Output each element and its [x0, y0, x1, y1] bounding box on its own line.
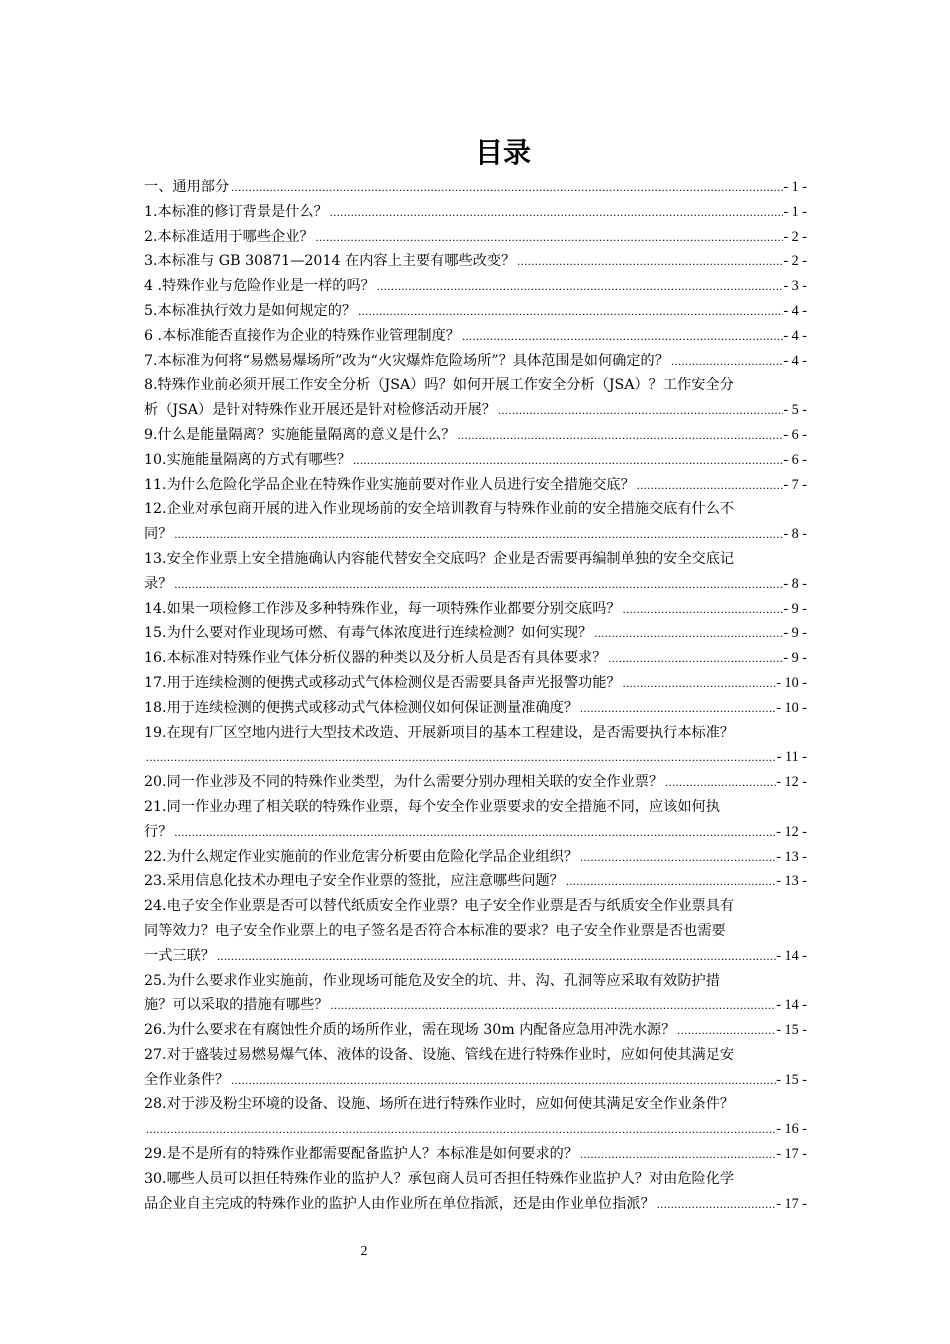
toc-entry-text: 17.用于连续检测的便携式或移动式气体检测仪是否需要具备声光报警功能？ — [144, 674, 621, 691]
toc-entry-text: 22.为什么规定作业实施前的作业危害分析要由危险化学品企业组织？ — [144, 848, 579, 865]
toc-entry-text: 28.对于涉及粉尘环境的设备、设施、场所在进行特殊作业时，应如何使其满足安全作业条件？ — [144, 1096, 735, 1113]
toc-entry-page: - 14 - — [776, 997, 807, 1014]
toc-leader-dots — [580, 1142, 776, 1167]
toc-entry-page: - 17 - — [776, 1195, 807, 1212]
toc-leader-dots — [623, 671, 777, 696]
table-of-contents — [144, 175, 807, 1216]
toc-leader-dots — [457, 423, 783, 448]
toc-entry[interactable] — [144, 869, 807, 894]
toc-entry[interactable] — [144, 696, 807, 721]
toc-entry-page: - 6 - — [783, 426, 807, 443]
toc-entry-page: - 9 - — [783, 650, 807, 667]
toc-entry-text: 2.本标准适用于哪些企业？ — [144, 228, 314, 245]
toc-leader-dots — [316, 225, 784, 250]
toc-entry[interactable] — [144, 795, 807, 820]
toc-entry-text: 录？ — [144, 575, 173, 592]
toc-entry-text: 品企业自主完成的特殊作业的监护人由作业所在单位指派，还是由作业单位指派？ — [144, 1195, 655, 1212]
toc-entry-page: - 14 - — [776, 947, 807, 964]
toc-entry-text: 13.安全作业票上安全措施确认内容能代替安全交底吗？企业是否需要再编制单独的安全交底记 — [144, 550, 735, 567]
toc-entry-text: 11.为什么危险化学品企业在特殊作业实施前要对作业人员进行安全措施交底？ — [144, 476, 635, 493]
toc-leader-dots — [498, 398, 783, 423]
toc-entry[interactable] — [144, 1142, 807, 1167]
toc-entry-text: 23.采用信息化技术办理电子安全作业票的签批，应注意哪些问题？ — [144, 873, 564, 890]
toc-entry-text: 7.本标准为何将“易燃易爆场所”改为“火灾爆炸危险场所”？具体范围是如何确定的？ — [144, 352, 669, 369]
toc-leader-dots — [377, 274, 783, 299]
toc-leader-dots — [623, 597, 784, 622]
toc-leader-dots — [231, 175, 783, 200]
toc-entry-text: 3.本标准与 GB 30871—2014 在内容上主要有哪些改变？ — [144, 253, 516, 270]
toc-leader-dots — [671, 349, 783, 374]
toc-entry[interactable] — [144, 200, 807, 225]
toc-entry-text: 27.对于盛装过易燃易爆气体、液体的设备、设施、管线在进行特殊作业时，应如何使其满足安 — [144, 1046, 735, 1063]
toc-entry[interactable] — [144, 497, 807, 522]
toc-entry-page: - 7 - — [783, 476, 807, 493]
toc-leader-dots — [330, 200, 784, 225]
toc-entry[interactable] — [144, 621, 807, 646]
toc-entry-page: - 8 - — [783, 526, 807, 543]
toc-entry[interactable] — [144, 770, 807, 795]
toc-entry[interactable] — [144, 1043, 807, 1068]
toc-entry[interactable] — [144, 1117, 807, 1142]
toc-entry[interactable] — [144, 547, 807, 572]
toc-entry[interactable] — [144, 745, 807, 770]
toc-entry-text: 14.如果一项检修工作涉及多种特殊作业，每一项特殊作业都要分别交底吗？ — [144, 600, 621, 617]
toc-entry-page: - 10 - — [776, 699, 807, 716]
toc-entry-page: - 4 - — [783, 302, 807, 319]
toc-title: 目录 — [474, 136, 531, 169]
toc-entry[interactable] — [144, 1192, 807, 1217]
toc-entry-page: - 9 - — [783, 600, 807, 617]
toc-entry-page: - 2 - — [783, 228, 807, 245]
toc-entry-text: 24.电子安全作业票是否可以替代纸质安全作业票？电子安全作业票是否与纸质安全作业票具有 — [144, 898, 735, 915]
toc-leader-dots — [608, 646, 783, 671]
toc-leader-dots — [580, 845, 776, 870]
toc-entry-page: - 4 - — [783, 352, 807, 369]
toc-entry-text: 同？ — [144, 526, 173, 543]
toc-entry[interactable] — [144, 993, 807, 1018]
toc-entry-page: - 10 - — [776, 674, 807, 691]
toc-leader-dots — [146, 745, 777, 770]
toc-leader-dots — [174, 820, 776, 845]
toc-entry[interactable] — [144, 646, 807, 671]
page-number: 2 — [360, 1244, 368, 1259]
toc-entry-text: 8.特殊作业前必须开展工作安全分析（JSA）吗？如何开展工作安全分析（JSA）？工作安全分 — [144, 377, 734, 394]
toc-entry[interactable] — [144, 820, 807, 845]
toc-entry-text: 4 .特殊作业与危险作业是一样的吗？ — [144, 278, 375, 295]
toc-entry-text: 全作业条件？ — [144, 1071, 230, 1088]
toc-entry[interactable] — [144, 597, 807, 622]
toc-leader-dots — [217, 944, 776, 969]
toc-entry-page: - 13 - — [776, 848, 807, 865]
toc-entry-text: 同等效力？电子安全作业票上的电子签名是否符合本标准的要求？电子安全作业票是否也需要 — [144, 922, 726, 939]
toc-entry[interactable] — [144, 249, 807, 274]
toc-leader-dots — [330, 993, 776, 1018]
toc-entry-page: - 11 - — [776, 749, 807, 766]
toc-entry-text: 施？可以采取的措施有哪些？ — [144, 997, 329, 1014]
toc-entry-text: 12.企业对承包商开展的进入作业现场前的安全培训教育与特殊作业前的安全措施交底有什么不 — [144, 501, 735, 518]
toc-entry-page: - 3 - — [783, 278, 807, 295]
toc-entry[interactable] — [144, 423, 807, 448]
toc-entry-page: - 5 - — [783, 402, 807, 419]
toc-entry-page: - 2 - — [783, 253, 807, 270]
toc-entry-text: 1.本标准的修订背景是什么？ — [144, 203, 328, 220]
toc-leader-dots — [580, 696, 776, 721]
toc-entry[interactable] — [144, 969, 807, 994]
toc-entry-text: 30.哪些人员可以担任特殊作业的监护人？承包商人员可否担任特殊作业监护人？对由危险化学 — [144, 1170, 735, 1187]
toc-leader-dots — [677, 1018, 776, 1043]
toc-leader-dots — [174, 522, 783, 547]
toc-entry-text: 16.本标准对特殊作业气体分析仪器的种类以及分析人员是否有具体要求？ — [144, 650, 607, 667]
toc-entry[interactable] — [144, 225, 807, 250]
toc-entry[interactable] — [144, 1018, 807, 1043]
toc-entry-text: 5.本标准执行效力是如何规定的？ — [144, 302, 357, 319]
toc-entry[interactable] — [144, 398, 807, 423]
toc-leader-dots — [665, 770, 776, 795]
toc-leader-dots — [358, 299, 783, 324]
toc-entry[interactable] — [144, 1167, 807, 1192]
toc-entry[interactable] — [144, 373, 807, 398]
toc-entry-page: - 12 - — [776, 774, 807, 791]
toc-entry-text: 26.为什么要求在有腐蚀性介质的场所作业，需在现场 30m 内配备应急用冲洗水源？ — [144, 1022, 676, 1039]
toc-entry-text: 行？ — [144, 823, 173, 840]
toc-entry-page: - 16 - — [776, 1121, 807, 1138]
toc-entry[interactable] — [144, 175, 807, 200]
toc-entry-text: 20.同一作业涉及不同的特殊作业类型，为什么需要分别办理相关联的安全作业票？ — [144, 774, 664, 791]
toc-entry[interactable] — [144, 572, 807, 597]
toc-entry-text: 18.用于连续检测的便携式或移动式气体检测仪如何保证测量准确度？ — [144, 699, 579, 716]
toc-entry[interactable] — [144, 845, 807, 870]
toc-entry[interactable] — [144, 274, 807, 299]
toc-leader-dots — [517, 249, 783, 274]
toc-entry-page: - 13 - — [776, 873, 807, 890]
toc-entry[interactable] — [144, 522, 807, 547]
toc-entry-text: 析（JSA）是针对特殊作业开展还是针对检修活动开展？ — [144, 402, 496, 419]
toc-entry[interactable] — [144, 448, 807, 473]
toc-entry-text: 29.是不是所有的特殊作业都需要配备监护人？本标准是如何要求的？ — [144, 1146, 579, 1163]
toc-entry-text: 10.实施能量隔离的方式有哪些？ — [144, 451, 352, 468]
toc-entry-page: - 6 - — [783, 451, 807, 468]
toc-entry[interactable] — [144, 299, 807, 324]
toc-entry[interactable] — [144, 324, 807, 349]
toc-entry[interactable] — [144, 1092, 807, 1117]
toc-entry-page: - 1 - — [783, 203, 807, 220]
toc-entry[interactable] — [144, 721, 807, 746]
toc-leader-dots — [174, 572, 783, 597]
toc-entry-page: - 8 - — [783, 575, 807, 592]
toc-entry-page: - 15 - — [776, 1022, 807, 1039]
toc-leader-dots — [657, 1192, 777, 1217]
toc-entry-text: 21.同一作业办理了相关联的特殊作业票，每个安全作业票要求的安全措施不同，应该如何执 — [144, 798, 720, 815]
toc-entry-page: - 9 - — [783, 625, 807, 642]
toc-entry[interactable] — [144, 944, 807, 969]
toc-entry-text: 15.为什么要对作业现场可燃、有毒气体浓度进行连续检测？如何实现？ — [144, 625, 593, 642]
toc-entry-page: - 4 - — [783, 327, 807, 344]
toc-leader-dots — [566, 869, 776, 894]
toc-entry-page: - 12 - — [776, 823, 807, 840]
toc-entry[interactable] — [144, 1068, 807, 1093]
toc-entry-text: 19.在现有厂区空地内进行大型技术改造、开展新项目的基本工程建设，是否需要执行本标准？ — [144, 724, 735, 741]
toc-entry-page: - 1 - — [783, 179, 807, 195]
toc-leader-dots — [594, 621, 783, 646]
toc-entry-text: 一、通用部分 — [144, 179, 230, 195]
toc-entry-text: 25.为什么要求作业实施前，作业现场可能危及安全的坑、井、沟、孔洞等应采取有效防护措 — [144, 972, 720, 989]
toc-leader-dots — [637, 473, 784, 498]
toc-entry[interactable] — [144, 473, 807, 498]
toc-leader-dots — [462, 324, 783, 349]
toc-leader-dots — [146, 1117, 776, 1142]
toc-entry[interactable] — [144, 349, 807, 374]
toc-entry-page: - 17 - — [776, 1146, 807, 1163]
toc-entry[interactable] — [144, 894, 807, 919]
toc-leader-dots — [231, 1068, 776, 1093]
toc-entry[interactable] — [144, 919, 807, 944]
toc-entry[interactable] — [144, 671, 807, 696]
toc-leader-dots — [353, 448, 783, 473]
toc-entry-text: 6 .本标准能否直接作为企业的特殊作业管理制度？ — [144, 327, 460, 344]
toc-entry-text: 9.什么是能量隔离？实施能量隔离的意义是什么？ — [144, 426, 456, 443]
toc-entry-page: - 15 - — [776, 1071, 807, 1088]
toc-entry-text: 一式三联？ — [144, 947, 215, 964]
